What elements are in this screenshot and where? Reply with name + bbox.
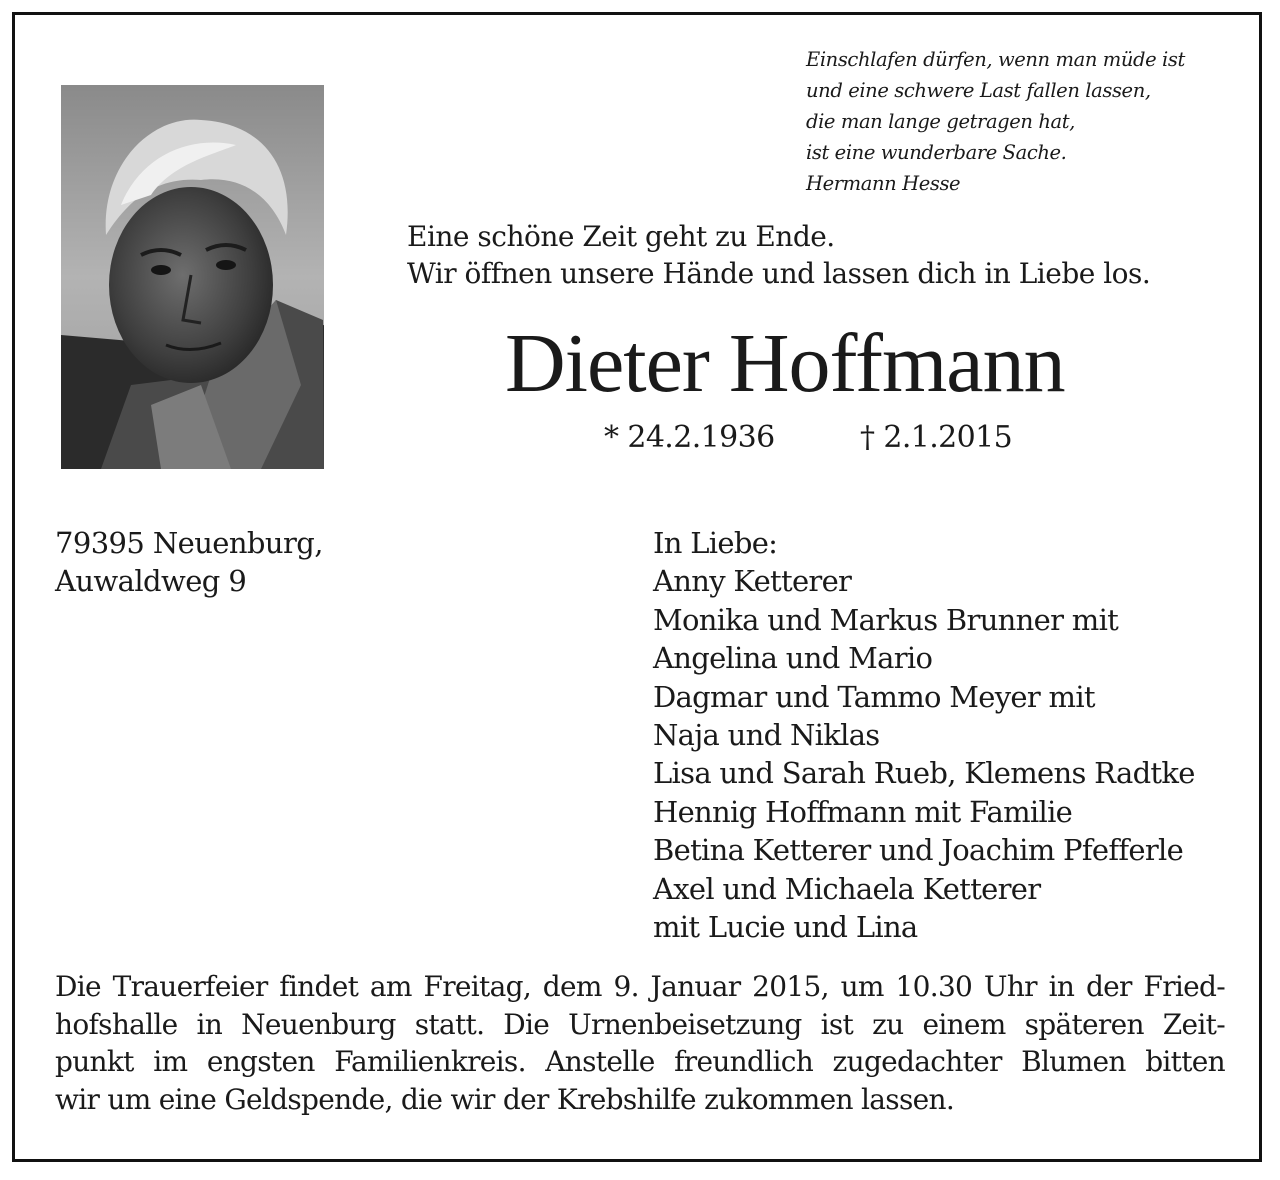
mourner-line: Angelina und Mario: [653, 641, 933, 676]
quote-line: ist eine wunderbare Sache.: [806, 141, 1067, 164]
mourner-line: Hennig Hoffmann mit Familie: [653, 794, 1073, 829]
intro-line: Eine schöne Zeit geht zu Ende.: [407, 220, 835, 253]
quote-line: die man lange getragen hat,: [806, 110, 1075, 133]
notice-line: Die Trauerfeier findet am Freitag, dem 9. Januar 2015, um 10.30 Uhr in der Fried-: [55, 970, 1225, 1003]
poem-quote: [806, 44, 1256, 199]
birth-date: * 24.2.1936: [604, 420, 775, 455]
notice-line: hofshalle in Neuenburg statt. Die Urnenbeisetzung ist zu einem späteren Zeit-: [55, 1007, 1225, 1041]
address-line: 79395 Neuenburg,: [55, 526, 323, 560]
quote-author: Hermann Hesse: [806, 172, 961, 195]
portrait-image: [61, 85, 324, 469]
intro-text: [407, 218, 1150, 292]
intro-line: Wir öffnen unsere Hände und lassen dich in Liebe los.: [407, 257, 1151, 290]
deceased-name: Dieter Hoffmann: [505, 317, 1065, 410]
quote-line: und eine schwere Last fallen lassen,: [806, 79, 1151, 102]
mourner-line: mit Lucie und Lina: [653, 909, 918, 944]
mourner-line: Betina Ketterer und Joachim Pfefferle: [653, 833, 1184, 868]
notice-line: punkt im engsten Familienkreis. Anstelle freundlich zugedachter Blumen bitten: [55, 1045, 1225, 1078]
mourner-line: Anny Ketterer: [653, 564, 852, 599]
mourner-line: Axel und Michaela Ketterer: [653, 871, 1041, 906]
address-line: Auwaldweg 9: [55, 564, 247, 598]
address-block: [55, 524, 323, 600]
mourners-list: [653, 524, 1195, 946]
funeral-notice: [55, 968, 1225, 1118]
mourners-heading: In Liebe:: [653, 526, 778, 560]
quote-line: Einschlafen dürfen, wenn man müde ist: [806, 48, 1185, 71]
portrait-photo: [61, 85, 324, 469]
death-date: † 2.1.2015: [860, 420, 1013, 455]
mourner-line: Monika und Markus Brunner mit: [653, 602, 1119, 637]
mourner-line: Naja und Niklas: [653, 717, 880, 752]
mourner-line: Dagmar und Tammo Meyer mit: [653, 679, 1095, 714]
notice-line: wir um eine Geldspende, die wir der Krebshilfe zukommen lassen.: [55, 1082, 955, 1116]
mourner-line: Lisa und Sarah Rueb, Klemens Radtke: [653, 756, 1195, 791]
